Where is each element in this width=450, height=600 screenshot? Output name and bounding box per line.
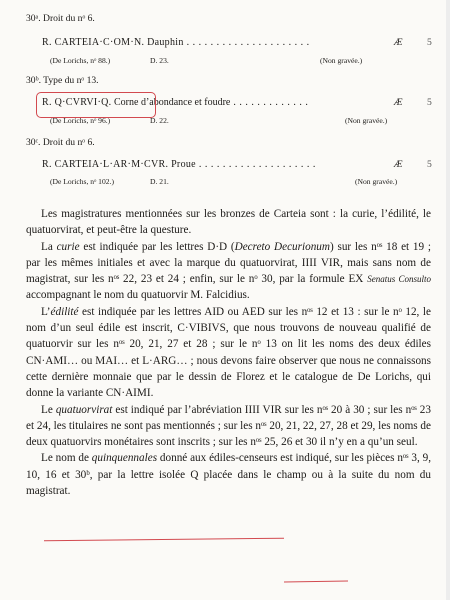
paragraph-magistratures: Les magistratures mentionnées sur les bronzes de Carteia sont : la curie, l’édilité, le quatuorvirat, et peut-être la questure. xyxy=(26,208,431,237)
entry-30c-heading: 30ᶜ. Droit du nᵒ 6. xyxy=(26,137,95,148)
entry-30b-ref-lorichs: (De Lorichs, nᵒ 96.) xyxy=(50,116,111,125)
entry-30c-ref-d: D. 21. xyxy=(150,177,169,186)
entry-30a-line: R. CARTEIA·C·OM·N. Dauphin . . . . . . . . . . . . . . . . . . . . . xyxy=(42,37,310,48)
entry-30a-metal: Æ xyxy=(394,37,403,48)
entry-30b-rarity: 5 xyxy=(427,97,432,108)
red-underline-lettre-q xyxy=(284,580,348,582)
page-edge xyxy=(446,0,450,600)
entry-30c-legend: R. CARTEIA·L·AR·M·CVR. Proue xyxy=(42,159,196,170)
entry-30b-metal: Æ xyxy=(394,97,403,108)
entry-30b-legend: R. Q·CVRVI·Q. xyxy=(42,97,112,108)
term-edilite: édilité xyxy=(50,305,79,318)
entry-30a-heading: 30ᵃ. Droit du nᵒ 6. xyxy=(26,13,95,24)
entry-30a-ref-lorichs: (De Lorichs, nᵒ 88.) xyxy=(50,56,111,65)
entry-30b-note: (Non gravée.) xyxy=(345,116,388,125)
entry-30c-note: (Non gravée.) xyxy=(355,177,398,186)
paragraph-curie: La curie est indiquée par les lettres D·D (Decreto Decurionum) sur les nᵒˢ 18 et 19 ; par les mêmes initiales et avec la marque du quatuorvirat, IIII VIR, mais sans nom de magistrat, sur les nᵒˢ 22, 23 et 24 ; enfin, sur le nᵒ 30, par la formule EX Senatus Consulto accompagnant le nom du quatuorvir M. Falcidius. xyxy=(26,240,431,302)
entry-30a-note: (Non gravée.) xyxy=(320,56,363,65)
red-underline-quinquennales xyxy=(44,538,284,542)
entry-30c-metal: Æ xyxy=(394,159,403,170)
red-annotation-box xyxy=(36,92,156,118)
term-senatus-consulto: Senatus Consulto xyxy=(367,274,431,285)
entry-30a-ref-d: D. 23. xyxy=(150,56,169,65)
term-curie: curie xyxy=(56,240,80,253)
paragraph-quinquennales: Le nom de quinquennales donné aux édiles-censeurs est indiqué, sur les pièces nᵒˢ 3, 9, 10, 16 et 30ᵇ, par la lettre isolée Q placée dans le champ ou à la suite du nom du magistrat. xyxy=(26,452,432,498)
entry-30a-rarity: 5 xyxy=(427,37,432,48)
entry-30c-ref-lorichs: (De Lorichs, nᵒ 102.) xyxy=(50,177,114,186)
entry-30b-ref-d: D. 22. xyxy=(150,116,169,125)
entry-30c-rarity: 5 xyxy=(427,159,432,170)
entry-30a-legend: R. CARTEIA·C·OM·N. Dauphin xyxy=(42,37,184,48)
body-text xyxy=(26,206,431,499)
term-decreto-decurionum: Decreto Decurionum xyxy=(234,240,330,253)
entry-30b-heading: 30ᵇ. Type du nᵒ 13. xyxy=(26,75,99,86)
paragraph-edilite: L’édilité est indiquée par les lettres AID ou AED sur les nᵒˢ 12 et 13 : sur le nᵒ 12, le nom d’un seul édile est inscrit, C·VIBIVS, que nous trouvons de nouveau qualifié de quatuorvir sur les nᵒˢ 20, 21, 27 et 28 ; sur le nᵒ 13 on lit les noms des deux édiles CN·AMI… ou MAI… et L·ARG… ; nous devons faire observer que nous ne connaissons cette dernière monnaie que par le dessin de Florez et le catalogue de De Lorichs, qui donne la variante CN·AIMI. xyxy=(26,305,431,400)
entry-30b-line: R. Q·CVRVI·Q. Corne d’abondance et foudre . . . . . . . . . . . . . xyxy=(42,97,309,108)
paragraph-quatuorvirat: Le quatuorvirat est indiqué par l’abréviation IIII VIR sur les nᵒˢ 20 à 30 ; sur les nᵒˢ 23 et 24, les titulaires ne sont pas mentionnés ; sur les nᵒˢ 20, 21, 22, 27, 28 et 29, les noms de deux quatuorvirs monétaires sont inscrits ; sur les nᵒˢ 25, 26 et 30 il n’y en a qu’un seul. xyxy=(26,403,431,449)
entry-30c-line: R. CARTEIA·L·AR·M·CVR. Proue . . . . . . . . . . . . . . . . . . . . xyxy=(42,159,316,170)
term-quatuorvirat: quatuorvirat xyxy=(55,403,113,416)
term-quinquennales: quinquennales xyxy=(91,452,158,465)
entry-30b-description: Corne d’abondance et foudre xyxy=(114,97,231,108)
